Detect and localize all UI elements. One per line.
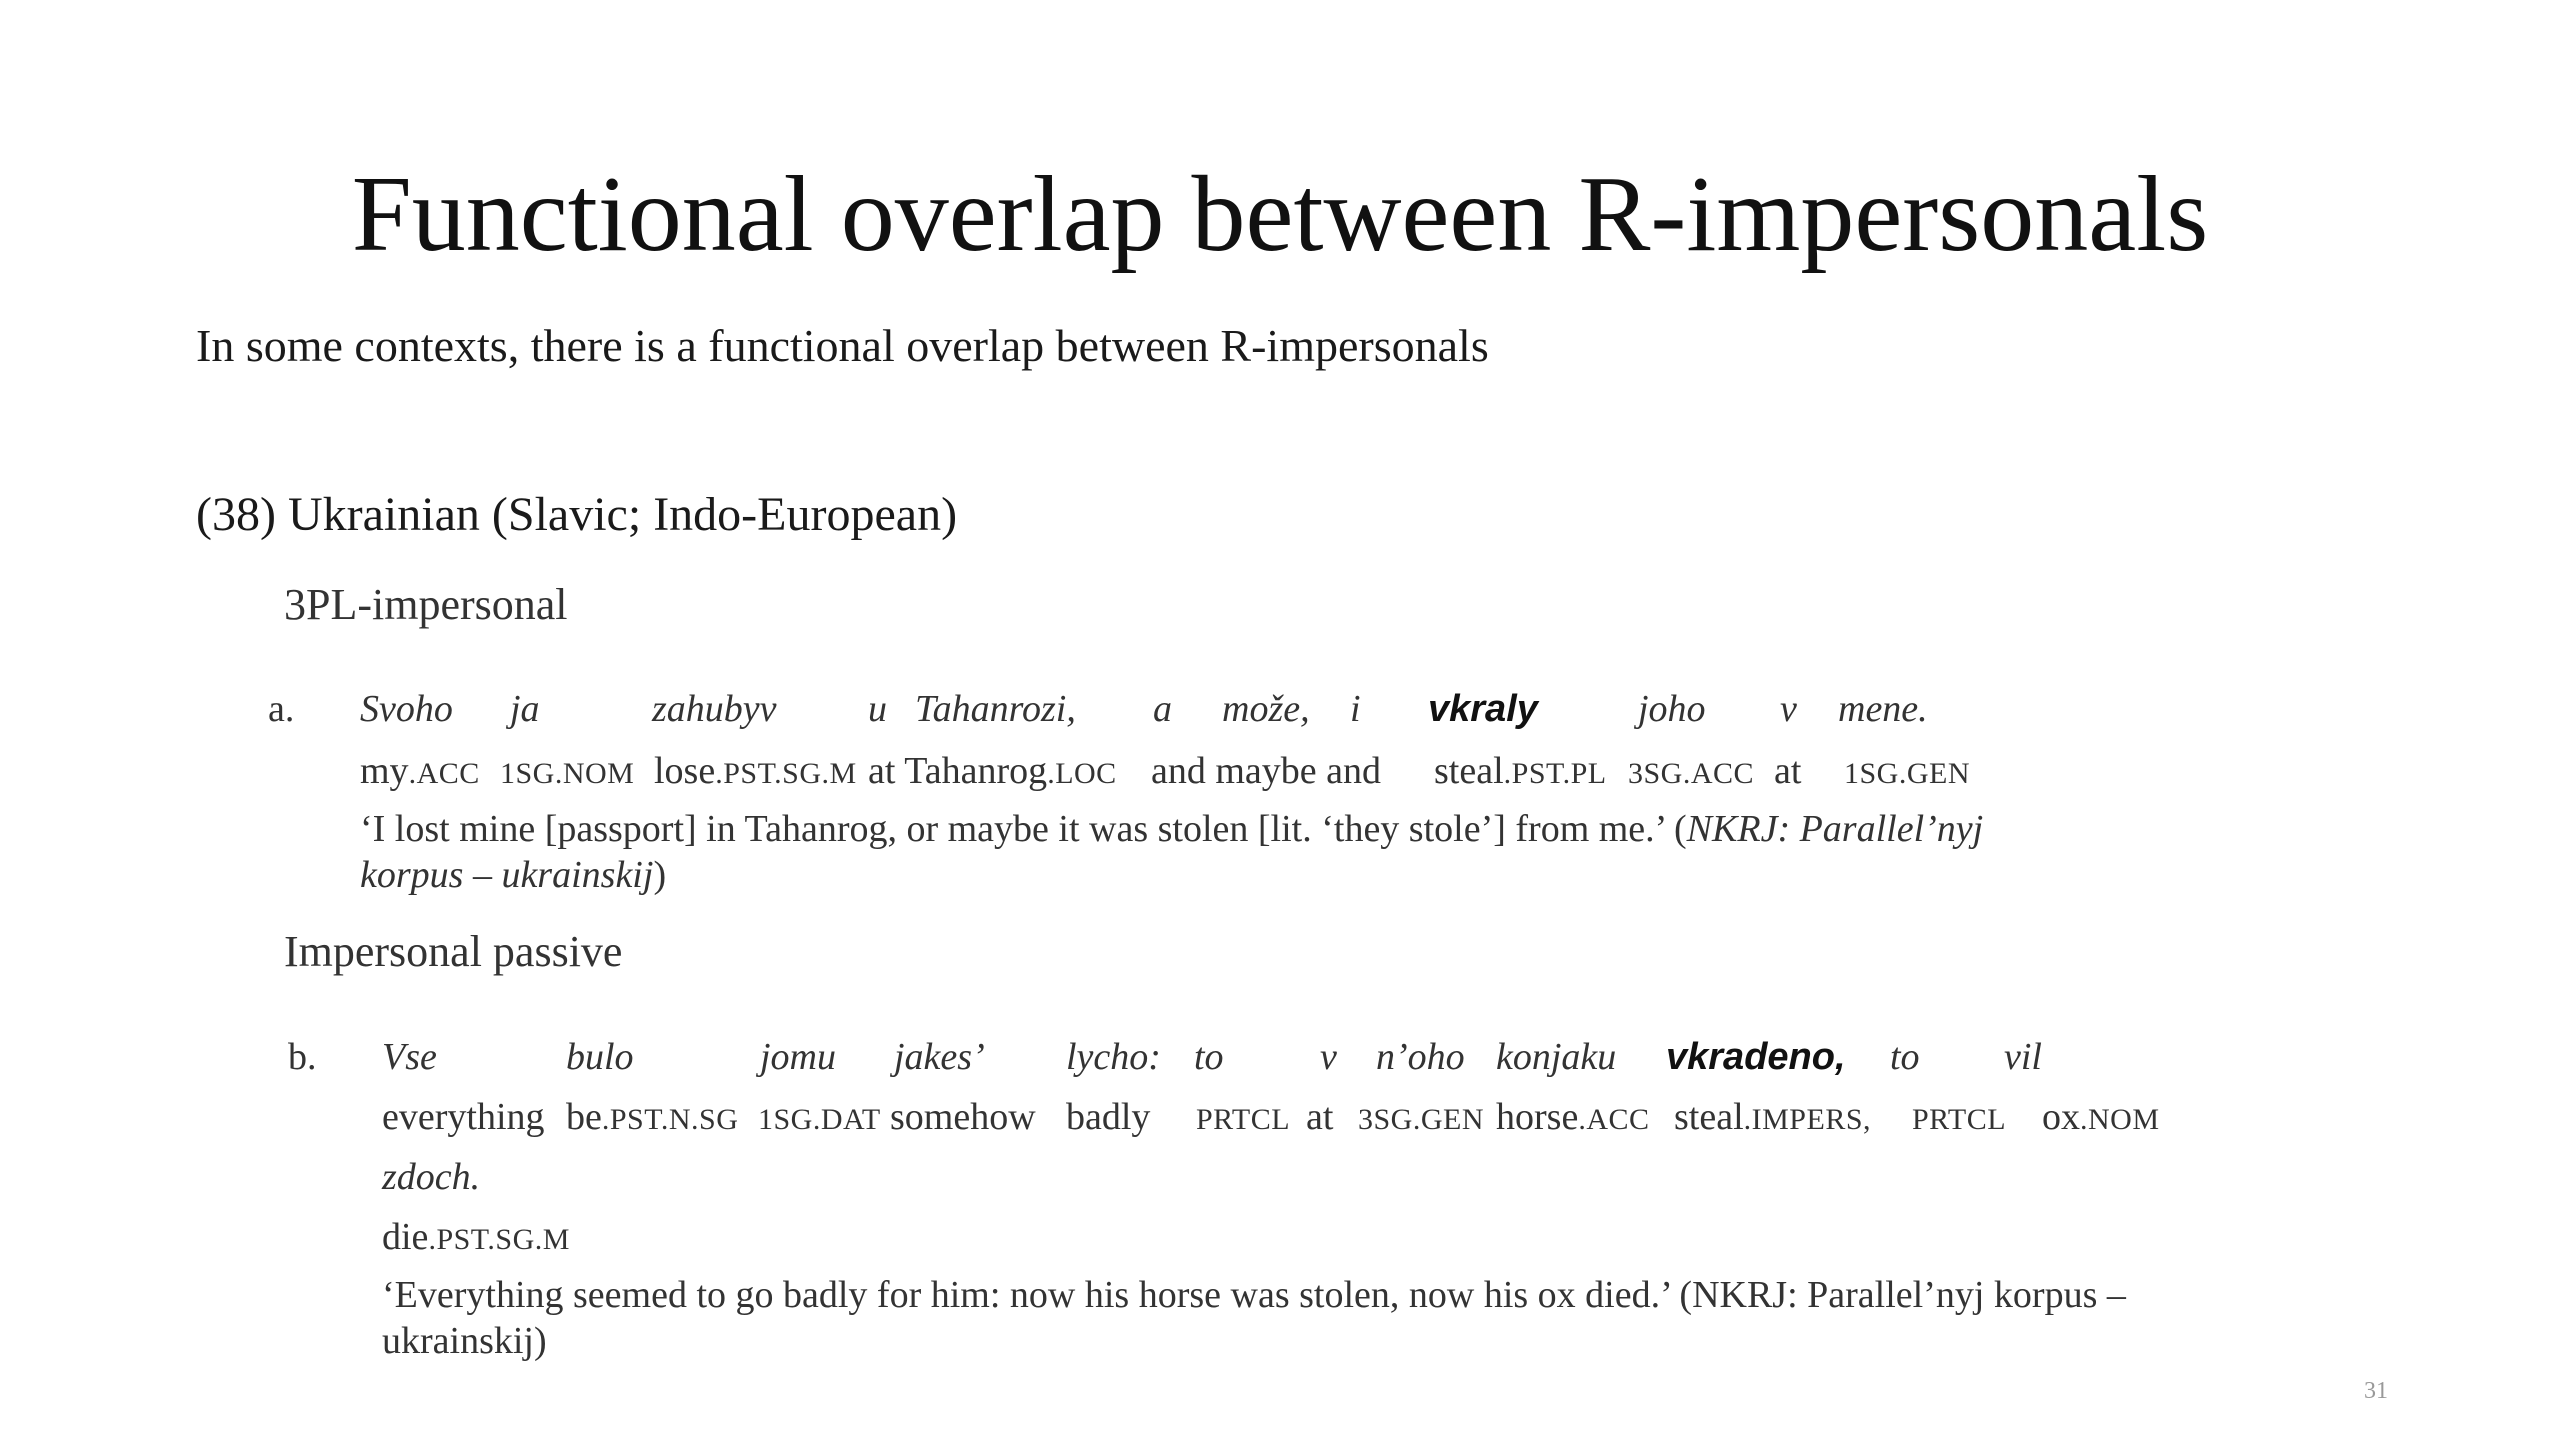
word: to bbox=[1890, 1036, 1920, 1078]
word: mene. bbox=[1838, 688, 1928, 730]
word: lycho: bbox=[1066, 1036, 1161, 1078]
example-b-letter: b. bbox=[288, 1036, 317, 1078]
example-a-gloss-line bbox=[360, 748, 2060, 794]
gloss: my.ACC bbox=[360, 750, 480, 792]
gloss: at bbox=[1774, 750, 1802, 792]
example-a-object-line bbox=[360, 686, 2060, 732]
gloss: ox.NOM bbox=[2042, 1096, 2160, 1138]
word: Tahanrozi, bbox=[915, 688, 1076, 730]
example-b-label: Impersonal passive bbox=[284, 927, 623, 976]
example-b-object-line bbox=[382, 1034, 2182, 1080]
example-a-translation: ‘I lost mine [passport] in Tahanrog, or maybe it was stolen [lit. ‘they stole’] from me.’ (NKRJ: Parallel’nyj korpus – ukrainskij) bbox=[360, 808, 1984, 896]
word-highlighted: vkradeno, bbox=[1666, 1036, 1846, 1078]
gloss: everything bbox=[382, 1096, 545, 1138]
gloss: 3SG.ACC bbox=[1628, 757, 1755, 790]
word: Svoho bbox=[360, 688, 453, 730]
gloss: and maybe and bbox=[1151, 750, 1382, 792]
gloss: lose.PST.SG.M bbox=[654, 750, 857, 792]
example-a-label: 3PL-impersonal bbox=[284, 580, 568, 629]
gloss: steal.IMPERS, bbox=[1674, 1096, 1872, 1138]
gloss: die.PST.SG.M bbox=[382, 1216, 570, 1258]
gloss: 3SG.GEN bbox=[1358, 1103, 1485, 1136]
word: ja bbox=[510, 688, 540, 730]
example-heading: (38) Ukrainian (Slavic; Indo-European) bbox=[196, 488, 958, 541]
word: a bbox=[1153, 688, 1172, 730]
example-b-gloss-line bbox=[382, 1094, 2182, 1140]
word: bulo bbox=[566, 1036, 634, 1078]
page-number: 31 bbox=[2364, 1378, 2388, 1404]
gloss: at Tahanrog.LOC bbox=[868, 750, 1117, 792]
gloss: 1SG.NOM bbox=[500, 757, 635, 790]
word: Vse bbox=[382, 1036, 437, 1078]
gloss: at bbox=[1306, 1096, 1334, 1138]
gloss: somehow bbox=[890, 1096, 1036, 1138]
word: joho bbox=[1638, 688, 1706, 730]
example-b-gloss-line-2 bbox=[382, 1214, 782, 1260]
gloss: 1SG.GEN bbox=[1844, 757, 1971, 790]
word: to bbox=[1194, 1036, 1224, 1078]
gloss: PRTCL bbox=[1196, 1103, 1291, 1136]
gloss: badly bbox=[1066, 1096, 1151, 1138]
word: zdoch. bbox=[382, 1156, 481, 1198]
gloss: be.PST.N.SG bbox=[566, 1096, 739, 1138]
word: v bbox=[1320, 1036, 1337, 1078]
word: vil bbox=[2004, 1036, 2042, 1078]
word: može, bbox=[1222, 688, 1310, 730]
gloss: 1SG.DAT bbox=[758, 1103, 881, 1136]
word: i bbox=[1350, 688, 1361, 730]
example-a-letter: a. bbox=[268, 688, 295, 730]
word: zahubyv bbox=[652, 688, 777, 730]
word: n’oho bbox=[1376, 1036, 1465, 1078]
example-b-translation: ‘Everything seemed to go badly for him: now his horse was stolen, now his ox died.’ (NKRJ: Parallel’nyj korpus – ukrainskij) bbox=[382, 1274, 2126, 1362]
gloss: PRTCL bbox=[1912, 1103, 2007, 1136]
word: jakes’ bbox=[894, 1036, 985, 1078]
word: u bbox=[868, 688, 887, 730]
gloss: steal.PST.PL bbox=[1434, 750, 1607, 792]
example-b-object-line-2 bbox=[382, 1154, 782, 1200]
intro-text: In some contexts, there is a functional overlap between R-impersonals bbox=[196, 320, 1489, 371]
word: konjaku bbox=[1496, 1036, 1617, 1078]
word: jomu bbox=[760, 1036, 836, 1078]
word-highlighted: vkraly bbox=[1428, 688, 1538, 730]
gloss: horse.ACC bbox=[1496, 1096, 1650, 1138]
word: v bbox=[1780, 688, 1797, 730]
slide-title: Functional overlap between R-impersonals bbox=[351, 155, 2209, 274]
